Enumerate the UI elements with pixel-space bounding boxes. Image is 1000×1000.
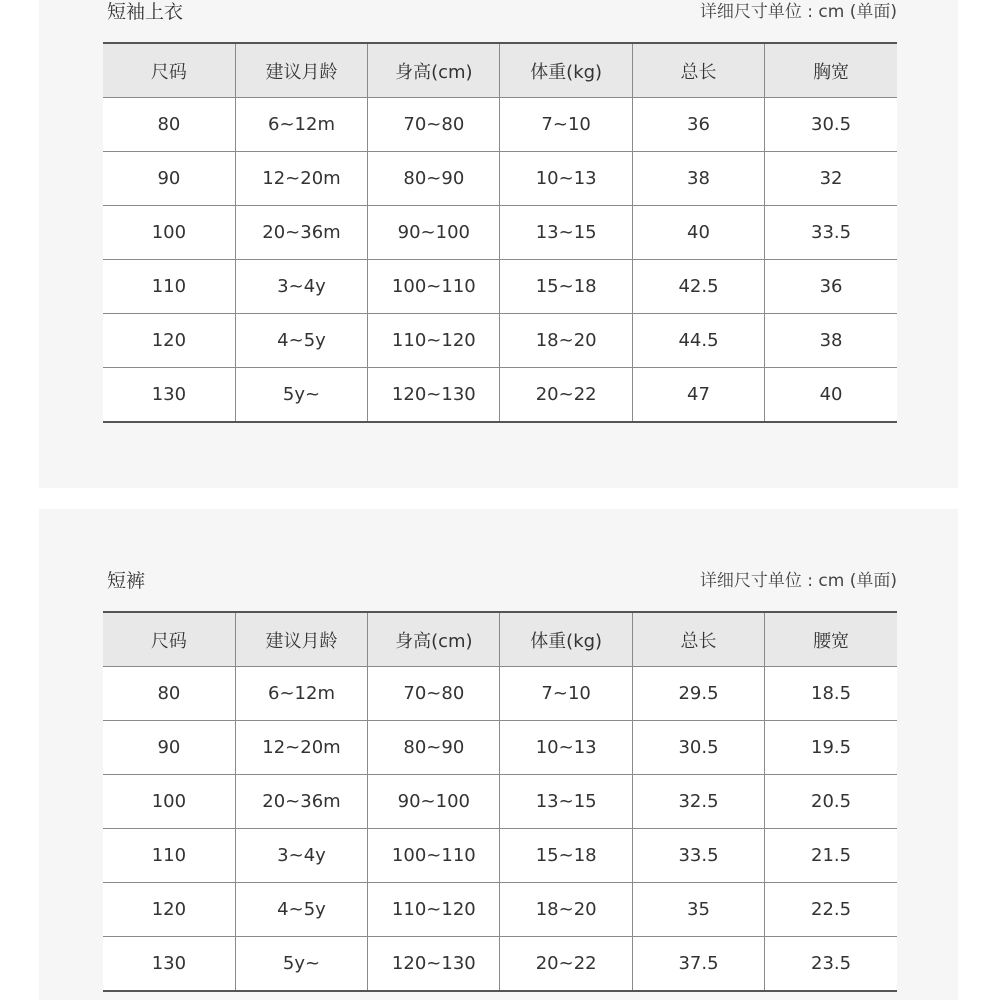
cell-length: 35 bbox=[632, 883, 764, 937]
cell-chest-width: 40 bbox=[765, 368, 897, 423]
cell-height: 70~80 bbox=[368, 98, 500, 152]
cell-weight: 18~20 bbox=[500, 883, 632, 937]
table-row bbox=[103, 721, 897, 775]
cell-chest-width: 38 bbox=[765, 314, 897, 368]
table-row bbox=[103, 206, 897, 260]
header-chest-width: 胸宽 bbox=[765, 43, 897, 98]
cell-height: 120~130 bbox=[368, 368, 500, 423]
cell-height: 110~120 bbox=[368, 314, 500, 368]
cell-age: 3~4y bbox=[235, 260, 367, 314]
cell-weight: 20~22 bbox=[500, 937, 632, 992]
header-weight: 体重(kg) bbox=[500, 612, 632, 667]
cell-size: 110 bbox=[103, 829, 235, 883]
cell-length: 40 bbox=[632, 206, 764, 260]
cell-waist-width: 22.5 bbox=[765, 883, 897, 937]
cell-height: 80~90 bbox=[368, 152, 500, 206]
cell-age: 20~36m bbox=[235, 775, 367, 829]
cell-chest-width: 33.5 bbox=[765, 206, 897, 260]
unit-note: 详细尺寸单位 : cm (单面) bbox=[699, 2, 897, 22]
table-header-row bbox=[103, 43, 897, 98]
cell-waist-width: 19.5 bbox=[765, 721, 897, 775]
cell-weight: 7~10 bbox=[500, 667, 632, 721]
cell-age: 4~5y bbox=[235, 314, 367, 368]
cell-age: 12~20m bbox=[235, 721, 367, 775]
cell-weight: 13~15 bbox=[500, 775, 632, 829]
unit-note: 详细尺寸单位 : cm (单面) bbox=[699, 571, 897, 591]
cell-weight: 15~18 bbox=[500, 260, 632, 314]
section-title: 短裤 bbox=[107, 570, 146, 592]
cell-height: 100~110 bbox=[368, 829, 500, 883]
cell-height: 100~110 bbox=[368, 260, 500, 314]
cell-weight: 13~15 bbox=[500, 206, 632, 260]
cell-weight: 15~18 bbox=[500, 829, 632, 883]
shorts-size-table bbox=[103, 611, 897, 992]
cell-size: 130 bbox=[103, 368, 235, 423]
shirt-size-table bbox=[103, 42, 897, 423]
cell-length: 38 bbox=[632, 152, 764, 206]
cell-weight: 20~22 bbox=[500, 368, 632, 423]
cell-height: 90~100 bbox=[368, 775, 500, 829]
header-length: 总长 bbox=[632, 612, 764, 667]
table-row bbox=[103, 883, 897, 937]
cell-size: 120 bbox=[103, 314, 235, 368]
section-header bbox=[103, 569, 897, 611]
shorts-size-section bbox=[103, 569, 897, 992]
cell-length: 33.5 bbox=[632, 829, 764, 883]
cell-length: 36 bbox=[632, 98, 764, 152]
cell-size: 80 bbox=[103, 667, 235, 721]
cell-waist-width: 23.5 bbox=[765, 937, 897, 992]
cell-weight: 18~20 bbox=[500, 314, 632, 368]
table-row bbox=[103, 368, 897, 423]
cell-length: 37.5 bbox=[632, 937, 764, 992]
cell-weight: 10~13 bbox=[500, 721, 632, 775]
cell-waist-width: 21.5 bbox=[765, 829, 897, 883]
cell-size: 100 bbox=[103, 206, 235, 260]
cell-size: 100 bbox=[103, 775, 235, 829]
cell-size: 90 bbox=[103, 152, 235, 206]
cell-age: 4~5y bbox=[235, 883, 367, 937]
cell-age: 6~12m bbox=[235, 667, 367, 721]
cell-weight: 7~10 bbox=[500, 98, 632, 152]
table-row bbox=[103, 314, 897, 368]
table-row bbox=[103, 937, 897, 992]
cell-length: 29.5 bbox=[632, 667, 764, 721]
cell-length: 30.5 bbox=[632, 721, 764, 775]
header-weight: 体重(kg) bbox=[500, 43, 632, 98]
cell-age: 3~4y bbox=[235, 829, 367, 883]
header-size: 尺码 bbox=[103, 612, 235, 667]
cell-age: 20~36m bbox=[235, 206, 367, 260]
cell-height: 110~120 bbox=[368, 883, 500, 937]
cell-height: 70~80 bbox=[368, 667, 500, 721]
cell-age: 12~20m bbox=[235, 152, 367, 206]
header-length: 总长 bbox=[632, 43, 764, 98]
cell-waist-width: 20.5 bbox=[765, 775, 897, 829]
section-title: 短袖上衣 bbox=[107, 1, 184, 23]
cell-waist-width: 18.5 bbox=[765, 667, 897, 721]
table-row bbox=[103, 667, 897, 721]
header-age: 建议月龄 bbox=[235, 612, 367, 667]
cell-size: 80 bbox=[103, 98, 235, 152]
header-height: 身高(cm) bbox=[368, 43, 500, 98]
cell-size: 90 bbox=[103, 721, 235, 775]
cell-chest-width: 36 bbox=[765, 260, 897, 314]
table-row bbox=[103, 260, 897, 314]
table-row bbox=[103, 829, 897, 883]
section-header bbox=[103, 0, 897, 42]
header-age: 建议月龄 bbox=[235, 43, 367, 98]
cell-chest-width: 30.5 bbox=[765, 98, 897, 152]
cell-size: 120 bbox=[103, 883, 235, 937]
cell-length: 42.5 bbox=[632, 260, 764, 314]
table-header-row bbox=[103, 612, 897, 667]
cell-height: 80~90 bbox=[368, 721, 500, 775]
header-size: 尺码 bbox=[103, 43, 235, 98]
shirt-size-section bbox=[103, 0, 897, 423]
cell-length: 44.5 bbox=[632, 314, 764, 368]
cell-height: 120~130 bbox=[368, 937, 500, 992]
table-row bbox=[103, 775, 897, 829]
cell-length: 47 bbox=[632, 368, 764, 423]
cell-length: 32.5 bbox=[632, 775, 764, 829]
table-row bbox=[103, 152, 897, 206]
cell-weight: 10~13 bbox=[500, 152, 632, 206]
cell-age: 6~12m bbox=[235, 98, 367, 152]
table-row bbox=[103, 98, 897, 152]
cell-size: 110 bbox=[103, 260, 235, 314]
cell-age: 5y~ bbox=[235, 937, 367, 992]
cell-age: 5y~ bbox=[235, 368, 367, 423]
cell-height: 90~100 bbox=[368, 206, 500, 260]
cell-size: 130 bbox=[103, 937, 235, 992]
header-height: 身高(cm) bbox=[368, 612, 500, 667]
header-waist-width: 腰宽 bbox=[765, 612, 897, 667]
cell-chest-width: 32 bbox=[765, 152, 897, 206]
